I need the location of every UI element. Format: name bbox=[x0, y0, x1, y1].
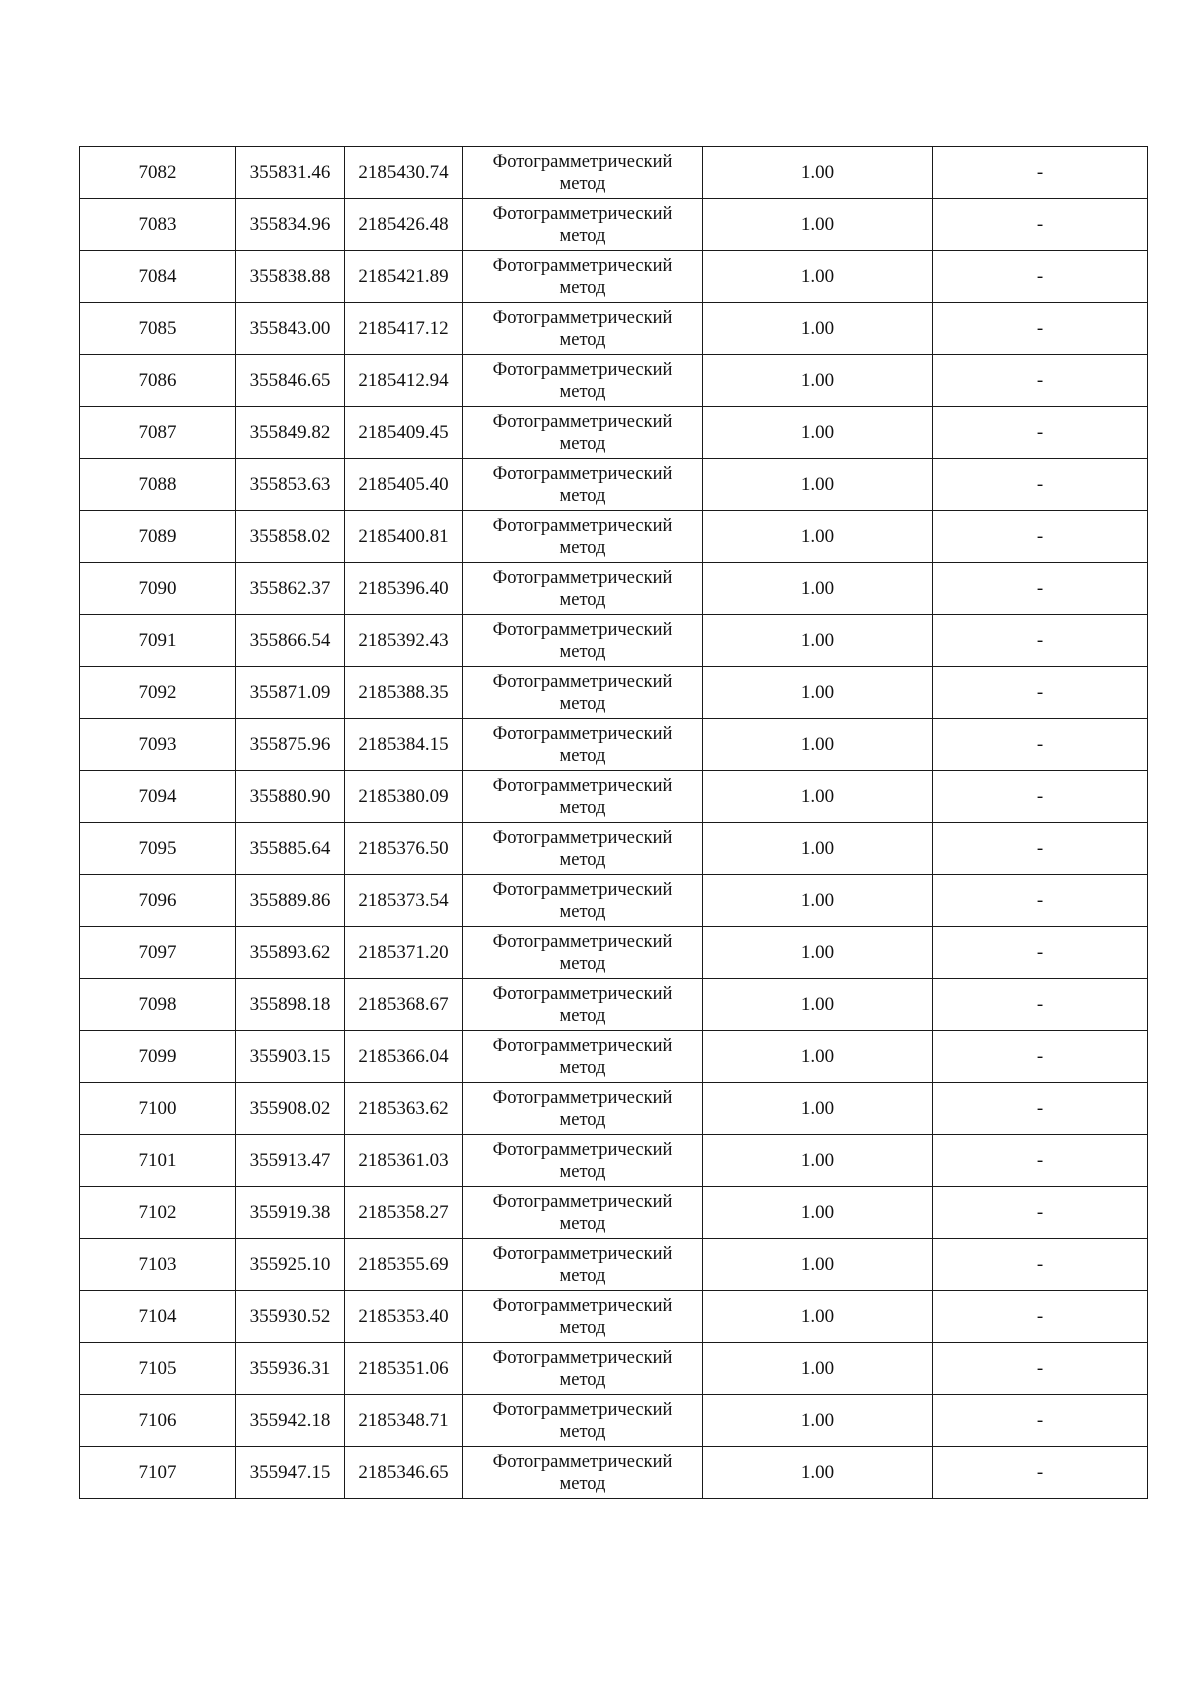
point-number-cell: 7098 bbox=[80, 979, 236, 1031]
point-number-cell: 7101 bbox=[80, 1135, 236, 1187]
note-cell: - bbox=[933, 459, 1148, 511]
method-line-1: Фотограмметрический bbox=[492, 1035, 673, 1056]
method-cell bbox=[463, 771, 703, 823]
table-row bbox=[80, 1031, 1148, 1083]
coordinates-table bbox=[79, 146, 1148, 1499]
y-coordinate-cell: 2185351.06 bbox=[345, 1343, 463, 1395]
note-cell: - bbox=[933, 667, 1148, 719]
note-cell: - bbox=[933, 563, 1148, 615]
y-coordinate-cell: 2185400.81 bbox=[345, 511, 463, 563]
method-line-2: метод bbox=[559, 381, 606, 402]
y-coordinate-cell: 2185368.67 bbox=[345, 979, 463, 1031]
point-number-cell: 7091 bbox=[80, 615, 236, 667]
point-number-cell: 7096 bbox=[80, 875, 236, 927]
method-cell bbox=[463, 303, 703, 355]
point-number-cell: 7088 bbox=[80, 459, 236, 511]
table-row bbox=[80, 771, 1148, 823]
method-line-2: метод bbox=[559, 225, 606, 246]
method-line-1: Фотограмметрический bbox=[492, 1087, 673, 1108]
accuracy-cell: 1.00 bbox=[703, 355, 933, 407]
method-cell bbox=[463, 1343, 703, 1395]
accuracy-cell: 1.00 bbox=[703, 875, 933, 927]
accuracy-cell: 1.00 bbox=[703, 823, 933, 875]
method-line-2: метод bbox=[559, 1161, 606, 1182]
method-line-2: метод bbox=[559, 797, 606, 818]
accuracy-cell: 1.00 bbox=[703, 459, 933, 511]
method-line-1: Фотограмметрический bbox=[492, 1451, 673, 1472]
method-cell bbox=[463, 355, 703, 407]
table-row bbox=[80, 511, 1148, 563]
y-coordinate-cell: 2185348.71 bbox=[345, 1395, 463, 1447]
table-row bbox=[80, 927, 1148, 979]
note-cell: - bbox=[933, 875, 1148, 927]
x-coordinate-cell: 355885.64 bbox=[236, 823, 345, 875]
x-coordinate-cell: 355925.10 bbox=[236, 1239, 345, 1291]
note-cell: - bbox=[933, 927, 1148, 979]
accuracy-cell: 1.00 bbox=[703, 1343, 933, 1395]
method-cell bbox=[463, 511, 703, 563]
method-line-1: Фотограмметрический bbox=[492, 307, 673, 328]
point-number-cell: 7102 bbox=[80, 1187, 236, 1239]
point-number-cell: 7106 bbox=[80, 1395, 236, 1447]
method-line-1: Фотограмметрический bbox=[492, 1295, 673, 1316]
y-coordinate-cell: 2185380.09 bbox=[345, 771, 463, 823]
method-line-1: Фотограмметрический bbox=[492, 255, 673, 276]
method-line-1: Фотограмметрический bbox=[492, 1191, 673, 1212]
method-line-2: метод bbox=[559, 1005, 606, 1026]
method-line-2: метод bbox=[559, 1213, 606, 1234]
y-coordinate-cell: 2185376.50 bbox=[345, 823, 463, 875]
method-line-1: Фотограмметрический bbox=[492, 619, 673, 640]
y-coordinate-cell: 2185373.54 bbox=[345, 875, 463, 927]
method-line-2: метод bbox=[559, 485, 606, 506]
method-cell bbox=[463, 667, 703, 719]
y-coordinate-cell: 2185412.94 bbox=[345, 355, 463, 407]
table-row bbox=[80, 1239, 1148, 1291]
y-coordinate-cell: 2185384.15 bbox=[345, 719, 463, 771]
point-number-cell: 7084 bbox=[80, 251, 236, 303]
point-number-cell: 7083 bbox=[80, 199, 236, 251]
method-line-1: Фотограмметрический bbox=[492, 463, 673, 484]
method-cell bbox=[463, 563, 703, 615]
table-row bbox=[80, 875, 1148, 927]
x-coordinate-cell: 355838.88 bbox=[236, 251, 345, 303]
method-cell bbox=[463, 1083, 703, 1135]
x-coordinate-cell: 355908.02 bbox=[236, 1083, 345, 1135]
method-line-1: Фотограмметрический bbox=[492, 1243, 673, 1264]
x-coordinate-cell: 355875.96 bbox=[236, 719, 345, 771]
accuracy-cell: 1.00 bbox=[703, 667, 933, 719]
y-coordinate-cell: 2185396.40 bbox=[345, 563, 463, 615]
x-coordinate-cell: 355846.65 bbox=[236, 355, 345, 407]
method-cell bbox=[463, 407, 703, 459]
point-number-cell: 7107 bbox=[80, 1447, 236, 1499]
note-cell: - bbox=[933, 1187, 1148, 1239]
method-line-2: метод bbox=[559, 329, 606, 350]
method-line-2: метод bbox=[559, 641, 606, 662]
y-coordinate-cell: 2185409.45 bbox=[345, 407, 463, 459]
accuracy-cell: 1.00 bbox=[703, 1447, 933, 1499]
method-line-2: метод bbox=[559, 953, 606, 974]
note-cell: - bbox=[933, 615, 1148, 667]
y-coordinate-cell: 2185388.35 bbox=[345, 667, 463, 719]
accuracy-cell: 1.00 bbox=[703, 1239, 933, 1291]
point-number-cell: 7105 bbox=[80, 1343, 236, 1395]
accuracy-cell: 1.00 bbox=[703, 407, 933, 459]
note-cell: - bbox=[933, 823, 1148, 875]
method-cell bbox=[463, 1031, 703, 1083]
point-number-cell: 7090 bbox=[80, 563, 236, 615]
method-cell bbox=[463, 615, 703, 667]
table-row bbox=[80, 407, 1148, 459]
point-number-cell: 7085 bbox=[80, 303, 236, 355]
y-coordinate-cell: 2185371.20 bbox=[345, 927, 463, 979]
accuracy-cell: 1.00 bbox=[703, 719, 933, 771]
method-line-2: метод bbox=[559, 537, 606, 558]
method-cell bbox=[463, 1135, 703, 1187]
x-coordinate-cell: 355903.15 bbox=[236, 1031, 345, 1083]
method-cell bbox=[463, 927, 703, 979]
method-cell bbox=[463, 875, 703, 927]
accuracy-cell: 1.00 bbox=[703, 1395, 933, 1447]
note-cell: - bbox=[933, 1343, 1148, 1395]
table-row bbox=[80, 1447, 1148, 1499]
y-coordinate-cell: 2185421.89 bbox=[345, 251, 463, 303]
note-cell: - bbox=[933, 719, 1148, 771]
x-coordinate-cell: 355936.31 bbox=[236, 1343, 345, 1395]
y-coordinate-cell: 2185355.69 bbox=[345, 1239, 463, 1291]
accuracy-cell: 1.00 bbox=[703, 979, 933, 1031]
x-coordinate-cell: 355889.86 bbox=[236, 875, 345, 927]
accuracy-cell: 1.00 bbox=[703, 615, 933, 667]
y-coordinate-cell: 2185405.40 bbox=[345, 459, 463, 511]
x-coordinate-cell: 355942.18 bbox=[236, 1395, 345, 1447]
point-number-cell: 7092 bbox=[80, 667, 236, 719]
method-line-2: метод bbox=[559, 745, 606, 766]
x-coordinate-cell: 355898.18 bbox=[236, 979, 345, 1031]
method-line-1: Фотограмметрический bbox=[492, 411, 673, 432]
note-cell: - bbox=[933, 1239, 1148, 1291]
method-line-2: метод bbox=[559, 589, 606, 610]
y-coordinate-cell: 2185417.12 bbox=[345, 303, 463, 355]
note-cell: - bbox=[933, 303, 1148, 355]
method-line-1: Фотограмметрический bbox=[492, 359, 673, 380]
method-line-2: метод bbox=[559, 1265, 606, 1286]
table-row bbox=[80, 1395, 1148, 1447]
accuracy-cell: 1.00 bbox=[703, 1291, 933, 1343]
table-row bbox=[80, 459, 1148, 511]
note-cell: - bbox=[933, 355, 1148, 407]
accuracy-cell: 1.00 bbox=[703, 563, 933, 615]
x-coordinate-cell: 355893.62 bbox=[236, 927, 345, 979]
accuracy-cell: 1.00 bbox=[703, 771, 933, 823]
method-line-1: Фотограмметрический bbox=[492, 879, 673, 900]
accuracy-cell: 1.00 bbox=[703, 511, 933, 563]
x-coordinate-cell: 355880.90 bbox=[236, 771, 345, 823]
x-coordinate-cell: 355866.54 bbox=[236, 615, 345, 667]
table-row bbox=[80, 719, 1148, 771]
method-line-2: метод bbox=[559, 1317, 606, 1338]
method-cell bbox=[463, 979, 703, 1031]
table-row bbox=[80, 979, 1148, 1031]
method-line-1: Фотограмметрический bbox=[492, 1347, 673, 1368]
method-line-1: Фотограмметрический bbox=[492, 515, 673, 536]
table-row bbox=[80, 1083, 1148, 1135]
table-row bbox=[80, 199, 1148, 251]
method-line-2: метод bbox=[559, 173, 606, 194]
note-cell: - bbox=[933, 1447, 1148, 1499]
method-cell bbox=[463, 1291, 703, 1343]
table-row bbox=[80, 563, 1148, 615]
method-cell bbox=[463, 1239, 703, 1291]
method-line-2: метод bbox=[559, 277, 606, 298]
method-line-1: Фотограмметрический bbox=[492, 203, 673, 224]
method-line-2: метод bbox=[559, 693, 606, 714]
point-number-cell: 7093 bbox=[80, 719, 236, 771]
note-cell: - bbox=[933, 1083, 1148, 1135]
note-cell: - bbox=[933, 771, 1148, 823]
accuracy-cell: 1.00 bbox=[703, 927, 933, 979]
method-cell bbox=[463, 199, 703, 251]
note-cell: - bbox=[933, 511, 1148, 563]
table-row bbox=[80, 1135, 1148, 1187]
method-line-1: Фотограмметрический bbox=[492, 723, 673, 744]
table-row bbox=[80, 1291, 1148, 1343]
method-line-1: Фотограмметрический bbox=[492, 827, 673, 848]
table-row bbox=[80, 303, 1148, 355]
note-cell: - bbox=[933, 1395, 1148, 1447]
point-number-cell: 7100 bbox=[80, 1083, 236, 1135]
accuracy-cell: 1.00 bbox=[703, 1135, 933, 1187]
point-number-cell: 7095 bbox=[80, 823, 236, 875]
point-number-cell: 7094 bbox=[80, 771, 236, 823]
x-coordinate-cell: 355858.02 bbox=[236, 511, 345, 563]
method-line-2: метод bbox=[559, 433, 606, 454]
point-number-cell: 7082 bbox=[80, 147, 236, 199]
method-line-2: метод bbox=[559, 901, 606, 922]
x-coordinate-cell: 355947.15 bbox=[236, 1447, 345, 1499]
accuracy-cell: 1.00 bbox=[703, 199, 933, 251]
method-cell bbox=[463, 1395, 703, 1447]
table-row bbox=[80, 251, 1148, 303]
method-line-1: Фотограмметрический bbox=[492, 1399, 673, 1420]
table-row bbox=[80, 1187, 1148, 1239]
y-coordinate-cell: 2185426.48 bbox=[345, 199, 463, 251]
method-cell bbox=[463, 251, 703, 303]
method-line-2: метод bbox=[559, 1109, 606, 1130]
accuracy-cell: 1.00 bbox=[703, 1083, 933, 1135]
method-line-1: Фотограмметрический bbox=[492, 983, 673, 1004]
method-cell bbox=[463, 1187, 703, 1239]
method-line-2: метод bbox=[559, 849, 606, 870]
method-line-1: Фотограмметрический bbox=[492, 775, 673, 796]
x-coordinate-cell: 355843.00 bbox=[236, 303, 345, 355]
note-cell: - bbox=[933, 1291, 1148, 1343]
table-body bbox=[80, 147, 1148, 1499]
method-line-1: Фотограмметрический bbox=[492, 671, 673, 692]
y-coordinate-cell: 2185358.27 bbox=[345, 1187, 463, 1239]
point-number-cell: 7089 bbox=[80, 511, 236, 563]
x-coordinate-cell: 355853.63 bbox=[236, 459, 345, 511]
x-coordinate-cell: 355849.82 bbox=[236, 407, 345, 459]
x-coordinate-cell: 355913.47 bbox=[236, 1135, 345, 1187]
point-number-cell: 7103 bbox=[80, 1239, 236, 1291]
y-coordinate-cell: 2185353.40 bbox=[345, 1291, 463, 1343]
note-cell: - bbox=[933, 1031, 1148, 1083]
table-row bbox=[80, 823, 1148, 875]
method-cell bbox=[463, 459, 703, 511]
y-coordinate-cell: 2185346.65 bbox=[345, 1447, 463, 1499]
y-coordinate-cell: 2185366.04 bbox=[345, 1031, 463, 1083]
table-row bbox=[80, 1343, 1148, 1395]
accuracy-cell: 1.00 bbox=[703, 251, 933, 303]
method-line-1: Фотограмметрический bbox=[492, 1139, 673, 1160]
accuracy-cell: 1.00 bbox=[703, 303, 933, 355]
note-cell: - bbox=[933, 1135, 1148, 1187]
y-coordinate-cell: 2185430.74 bbox=[345, 147, 463, 199]
note-cell: - bbox=[933, 199, 1148, 251]
table-row bbox=[80, 355, 1148, 407]
method-cell bbox=[463, 1447, 703, 1499]
table-row bbox=[80, 667, 1148, 719]
method-line-2: метод bbox=[559, 1421, 606, 1442]
accuracy-cell: 1.00 bbox=[703, 1031, 933, 1083]
point-number-cell: 7087 bbox=[80, 407, 236, 459]
accuracy-cell: 1.00 bbox=[703, 1187, 933, 1239]
x-coordinate-cell: 355919.38 bbox=[236, 1187, 345, 1239]
method-line-2: метод bbox=[559, 1369, 606, 1390]
x-coordinate-cell: 355862.37 bbox=[236, 563, 345, 615]
method-line-1: Фотограмметрический bbox=[492, 931, 673, 952]
x-coordinate-cell: 355834.96 bbox=[236, 199, 345, 251]
table-row bbox=[80, 147, 1148, 199]
note-cell: - bbox=[933, 251, 1148, 303]
y-coordinate-cell: 2185361.03 bbox=[345, 1135, 463, 1187]
x-coordinate-cell: 355831.46 bbox=[236, 147, 345, 199]
method-line-2: метод bbox=[559, 1473, 606, 1494]
note-cell: - bbox=[933, 147, 1148, 199]
x-coordinate-cell: 355871.09 bbox=[236, 667, 345, 719]
method-cell bbox=[463, 719, 703, 771]
method-line-2: метод bbox=[559, 1057, 606, 1078]
accuracy-cell: 1.00 bbox=[703, 147, 933, 199]
point-number-cell: 7104 bbox=[80, 1291, 236, 1343]
point-number-cell: 7097 bbox=[80, 927, 236, 979]
table-row bbox=[80, 615, 1148, 667]
method-line-1: Фотограмметрический bbox=[492, 151, 673, 172]
point-number-cell: 7086 bbox=[80, 355, 236, 407]
note-cell: - bbox=[933, 979, 1148, 1031]
method-cell bbox=[463, 147, 703, 199]
note-cell: - bbox=[933, 407, 1148, 459]
method-cell bbox=[463, 823, 703, 875]
x-coordinate-cell: 355930.52 bbox=[236, 1291, 345, 1343]
y-coordinate-cell: 2185363.62 bbox=[345, 1083, 463, 1135]
point-number-cell: 7099 bbox=[80, 1031, 236, 1083]
method-line-1: Фотограмметрический bbox=[492, 567, 673, 588]
y-coordinate-cell: 2185392.43 bbox=[345, 615, 463, 667]
